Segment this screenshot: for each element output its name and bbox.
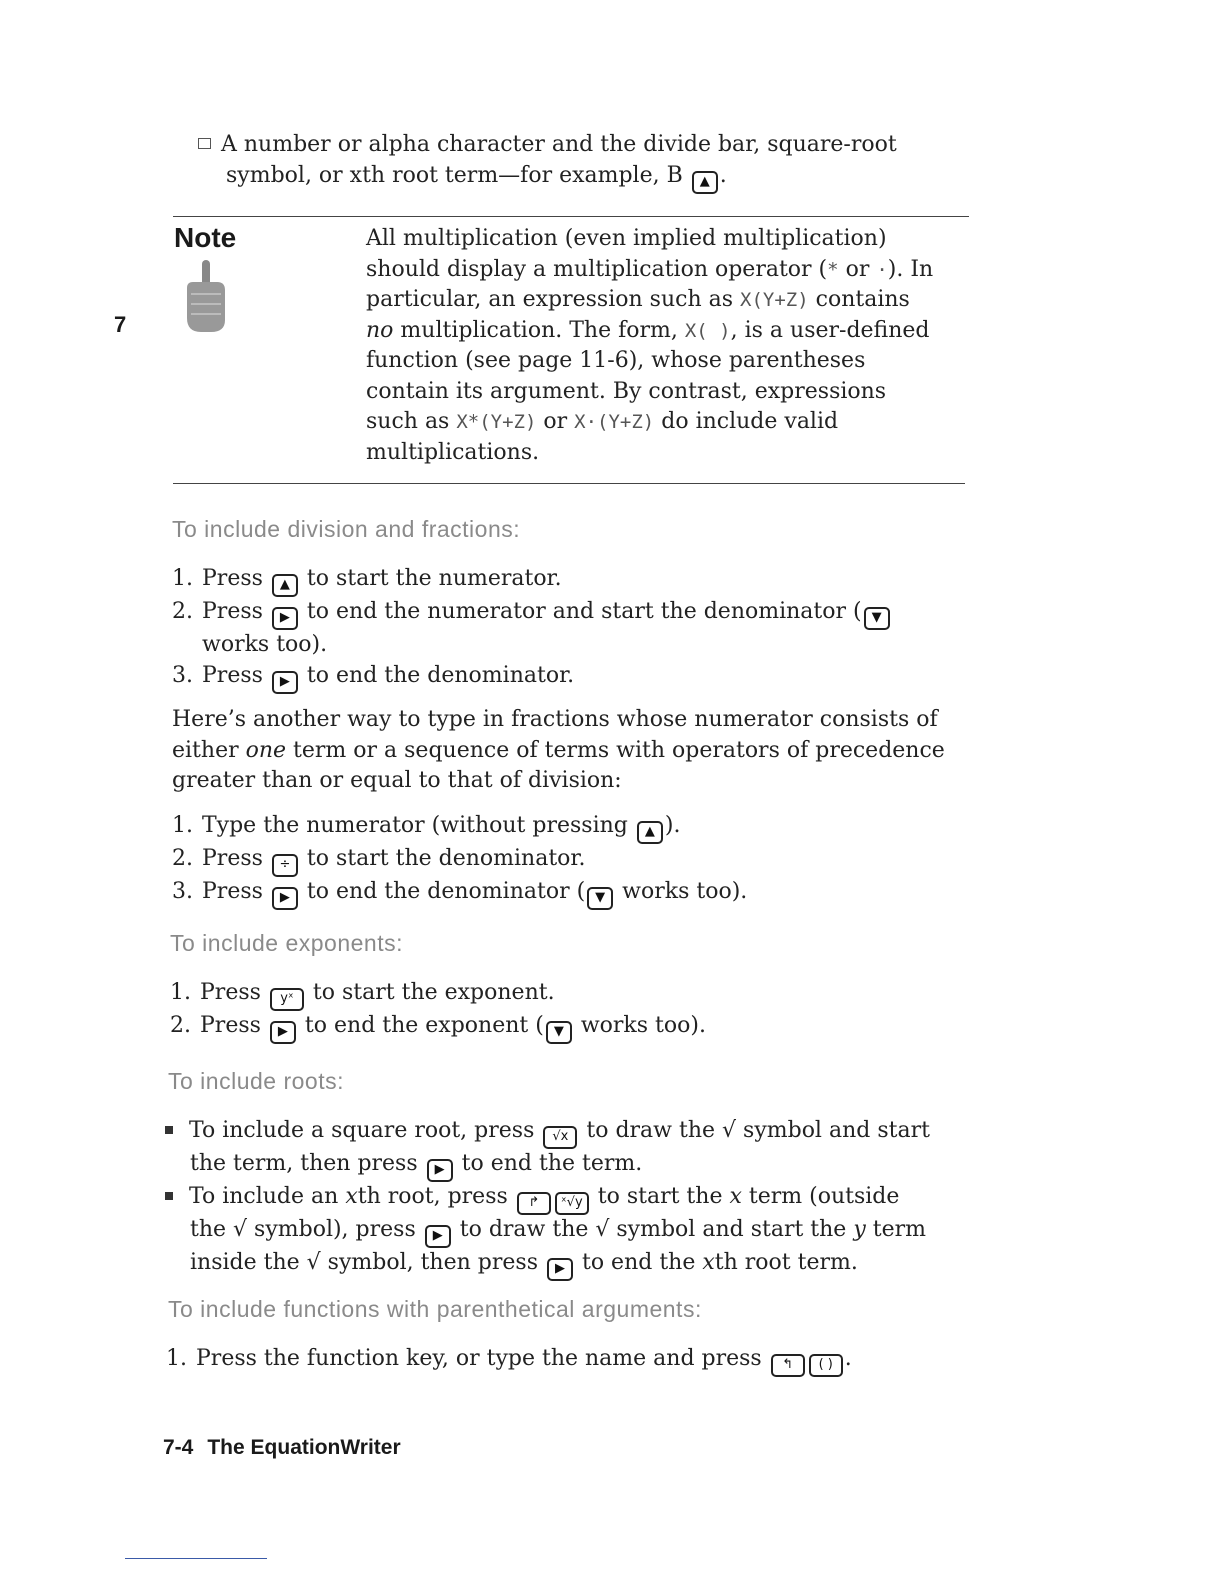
list-item: To include an xth root, press ↱ ˣ√y to start the x term (outside bbox=[165, 1182, 930, 1215]
list-item: To include a square root, press √x to draw the √ symbol and start bbox=[165, 1116, 930, 1149]
roots-bullets: To include a square root, press √x to draw the √ symbol and start the term, then press ▶ to end the term. To include an xth root, press ↱ ˣ√y to start the x term (outside the √ symbol), press ▶ to draw the √ symbol and start the y term inside the √ symbol, then press ▶ to end the xth root term. bbox=[165, 1116, 930, 1281]
square-root-key-icon: √x bbox=[543, 1126, 577, 1149]
right-arrow-key-icon: ▶ bbox=[272, 671, 298, 694]
right-arrow-key-icon: ▶ bbox=[547, 1258, 573, 1281]
up-arrow-key-icon: ▲ bbox=[692, 171, 718, 194]
pointing-hand-icon bbox=[183, 258, 229, 334]
down-arrow-key-icon: ▼ bbox=[864, 607, 890, 630]
intro-item: A number or alpha character and the divide bar, square-root symbol, or xth root term—for example, B ▲ . bbox=[198, 130, 897, 194]
note-label: Note bbox=[174, 222, 237, 253]
right-arrow-key-icon: ▶ bbox=[270, 1021, 296, 1044]
right-arrow-key-icon: ▶ bbox=[272, 607, 298, 630]
roots-heading: To include roots: bbox=[168, 1068, 344, 1094]
note-bottom-rule bbox=[173, 483, 965, 484]
power-key-icon: yˣ bbox=[270, 988, 304, 1011]
list-item: 1. Press the function key, or type the name and press ↰ ( ) . bbox=[166, 1344, 852, 1377]
right-arrow-key-icon: ▶ bbox=[425, 1225, 451, 1248]
note-body: All multiplication (even implied multiplication) should display a multiplication operator (* or ·). In particular, an expression such as X(Y+Z) contains no multiplication. The form, X( ), is a user-defined function (see page 11-6), whose parentheses contain its argument. By contrast, expressions such as X*(Y+Z) or X·(Y+Z) do include valid multiplications. bbox=[366, 226, 934, 465]
division-steps-alt bbox=[172, 811, 747, 910]
division-paragraph: Here’s another way to type in fractions whose numerator consists of either one term or a sequence of terms with operators of precedence greater than or equal to that of division: bbox=[172, 707, 945, 793]
exponents-heading: To include exponents: bbox=[170, 930, 403, 956]
up-arrow-key-icon: ▲ bbox=[637, 821, 663, 844]
list-item: 3. Press ▶ to end the denominator. bbox=[172, 661, 892, 694]
functions-heading: To include functions with parenthetical arguments: bbox=[168, 1296, 702, 1322]
note-top-rule bbox=[173, 216, 969, 217]
page-number: 7-4 bbox=[163, 1436, 194, 1459]
exponents-steps bbox=[170, 978, 706, 1044]
parentheses-key-icon: ( ) bbox=[809, 1354, 843, 1377]
list-item: 2. Press ▶ to end the exponent ( ▼ works too). bbox=[170, 1011, 706, 1044]
list-item: 3. Press ▶ to end the denominator ( ▼ works too). bbox=[172, 877, 747, 910]
up-arrow-key-icon: ▲ bbox=[272, 574, 298, 597]
chapter-title: The EquationWriter bbox=[207, 1436, 401, 1459]
division-steps: 1. Press ▲ to start the numerator. 2. Press ▶ to end the numerator and start the denominator ( ▼ works too). 3. Press ▶ to end the denominator. bbox=[172, 564, 892, 694]
xth-root-key-icon: ˣ√y bbox=[555, 1192, 589, 1215]
checkbox-bullet-icon bbox=[198, 138, 211, 149]
left-shift-key-icon: ↰ bbox=[771, 1354, 805, 1377]
down-arrow-key-icon: ▼ bbox=[587, 887, 613, 910]
list-item: 1. Type the numerator (without pressing ▲ ). bbox=[172, 811, 747, 844]
division-heading: To include division and fractions: bbox=[172, 516, 521, 542]
right-arrow-key-icon: ▶ bbox=[427, 1159, 453, 1182]
right-arrow-key-icon: ▶ bbox=[272, 887, 298, 910]
list-item: 2. Press ÷ to start the denominator. bbox=[172, 844, 747, 877]
divide-key-icon: ÷ bbox=[272, 854, 298, 877]
list-item: 1. Press ▲ to start the numerator. bbox=[172, 564, 892, 597]
down-arrow-key-icon: ▼ bbox=[546, 1021, 572, 1044]
functions-steps bbox=[166, 1344, 852, 1377]
page-footer bbox=[163, 1436, 401, 1460]
bottom-edge-rule bbox=[125, 1558, 267, 1559]
right-shift-key-icon: ↱ bbox=[517, 1192, 551, 1215]
side-tab-number: 7 bbox=[114, 312, 127, 337]
list-item: 2. Press ▶ to end the numerator and start the denominator ( ▼ bbox=[172, 597, 892, 630]
list-item: 1. Press yˣ to start the exponent. bbox=[170, 978, 706, 1011]
